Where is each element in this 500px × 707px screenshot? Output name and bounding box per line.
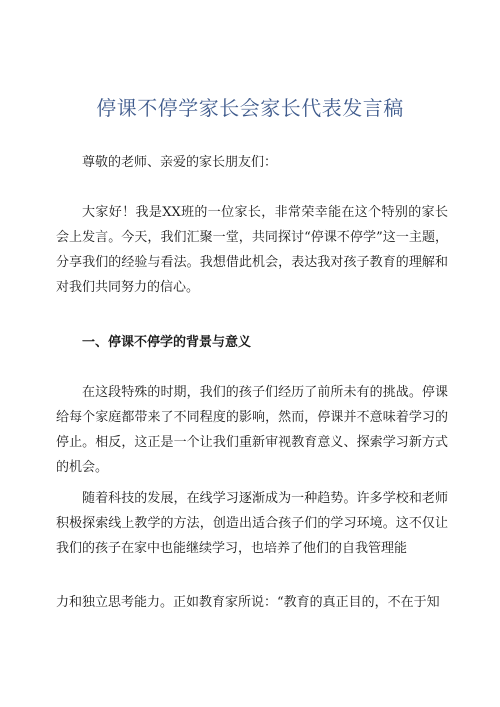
- intro-paragraph: 大家好！我是XX班的一位家长，非常荣幸能在这个特别的家长会上发言。今天，我们汇聚一堂，共同探讨“停课不停学”这一主题，分享我们的经验与看法。我想借此机会，表达我对孩子教育的理解和对我们共同努力的信心。: [56, 205, 448, 295]
- section1-paragraph-1: 在这段特殊的时期，我们的孩子们经历了前所未有的挑战。停课给每个家庭都带来了不同程度的影响，然而，停课并不意味着学习的停止。相反，这正是一个让我们重新审视教育意义、探索学习新方式的机会。: [56, 385, 448, 475]
- section1-paragraph-2: 随着科技的发展，在线学习逐渐成为一种趋势。许多学校和老师积极探索线上教学的方法，创造出适合孩子们的学习环境。这不仅让我们的孩子在家中也能继续学习，也培养了他们的自我管理能: [56, 491, 448, 556]
- section-heading: 一、停课不停学的背景与意义: [82, 335, 252, 350]
- salutation: 尊敬的老师、亲爱的家长朋友们：: [82, 155, 278, 170]
- document-title: 停课不停学家长会家长代表发言稿: [96, 96, 404, 120]
- section1-paragraph-3: 力和独立思考能力。正如教育家所说：“教育的真正目的，不在于知: [56, 595, 440, 610]
